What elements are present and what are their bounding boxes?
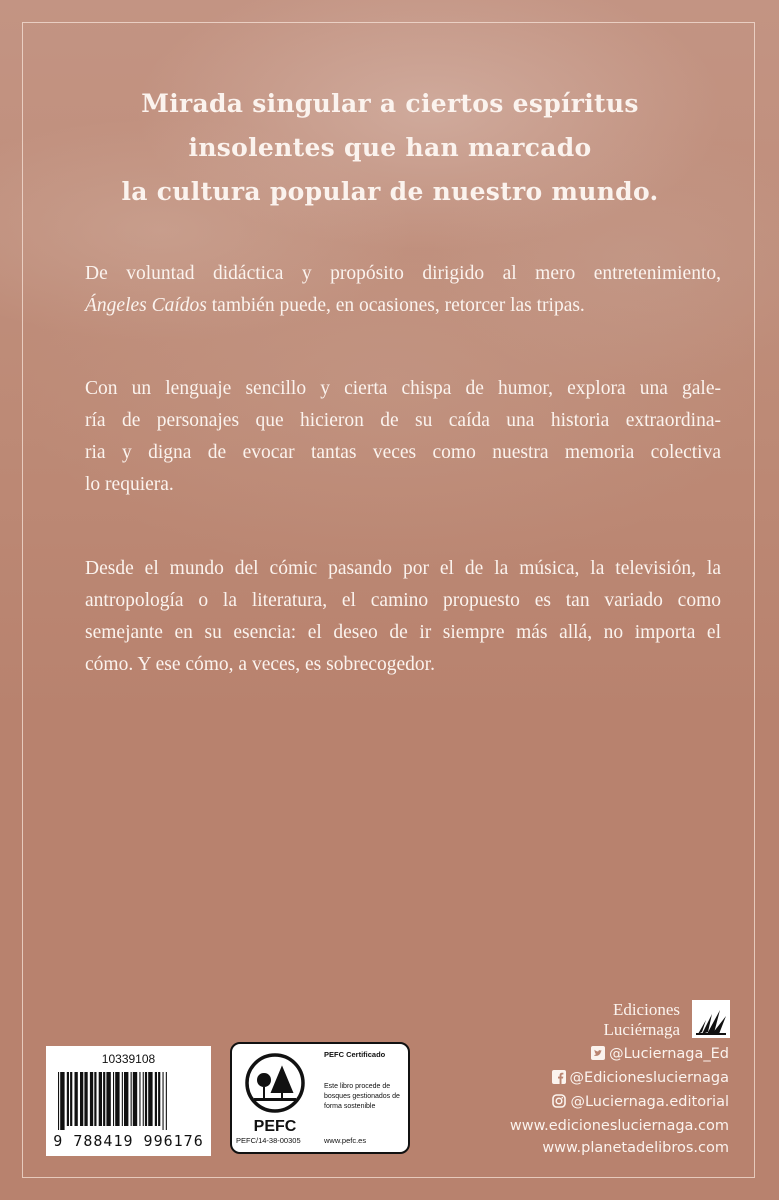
publisher-name xyxy=(604,1000,680,1040)
barcode-bar xyxy=(133,1072,137,1126)
pefc-license-code: PEFC/14-38-00305 xyxy=(236,1136,301,1145)
barcode-icon xyxy=(56,1072,201,1130)
barcode-bar xyxy=(139,1072,140,1126)
website-link[interactable]: www.planetadelibros.com xyxy=(542,1140,729,1156)
publisher-block xyxy=(560,1000,730,1040)
headline-line: Mirada singular a ciertos espíritus xyxy=(141,89,639,118)
internal-code: 10339108 xyxy=(101,1052,156,1066)
pefc-tree-icon xyxy=(244,1052,306,1114)
barcode-bar xyxy=(124,1072,128,1126)
barcode-bar xyxy=(84,1072,87,1126)
paragraph-line: De voluntad didáctica y propósito dirigido al mero entretenimiento, xyxy=(85,263,721,284)
paragraph-line: cómo. Y ese cómo, a veces, es sobrecogedor. xyxy=(85,654,435,675)
barcode-bar xyxy=(131,1072,132,1126)
barcode-bar xyxy=(166,1072,167,1130)
barcode-bar xyxy=(115,1072,119,1126)
barcode-bar xyxy=(94,1072,96,1126)
barcode-bar xyxy=(67,1072,69,1126)
barcode-bar xyxy=(70,1072,72,1126)
headline-line: la cultura popular de nuestro mundo. xyxy=(121,177,659,206)
paragraph-line: ria y digna de evocar tantas veces como nuestra memoria colectiva xyxy=(85,442,721,463)
barcode-bar xyxy=(113,1072,114,1126)
paragraph-line-rest: también puede, en ocasiones, retorcer las tripas. xyxy=(206,295,585,316)
pefc-logo-text: PEFC xyxy=(253,1118,297,1135)
headline xyxy=(60,82,720,214)
book-title-italic: Ángeles Caídos xyxy=(85,295,207,316)
twitter-handle-text: @Luciernaga_Ed xyxy=(609,1046,729,1062)
instagram-handle[interactable] xyxy=(552,1094,729,1110)
barcode-bar xyxy=(163,1072,164,1130)
paragraph-line: lo requiera. xyxy=(85,474,174,495)
facebook-icon xyxy=(552,1070,566,1084)
publisher-name-line: Luciérnaga xyxy=(603,1020,680,1039)
barcode-bar xyxy=(155,1072,157,1126)
barcode-label xyxy=(46,1046,211,1156)
barcode-bar xyxy=(99,1072,102,1126)
barcode-bar xyxy=(158,1072,160,1126)
twitter-handle[interactable] xyxy=(591,1046,729,1062)
barcode-bar xyxy=(58,1072,59,1130)
pefc-url: www.pefc.es xyxy=(324,1136,367,1145)
paragraph-intro xyxy=(85,258,721,322)
barcode-bar xyxy=(60,1072,64,1130)
barcode-bar xyxy=(145,1072,147,1126)
paragraph-line: Con un lenguaje sencillo y cierta chispa de humor, explora una gale- xyxy=(85,378,721,399)
website-link[interactable]: www.edicionesluciernaga.com xyxy=(509,1118,729,1134)
paragraph-line: antropología o la literatura, el camino propuesto es tan variado como xyxy=(85,590,721,611)
firefly-logo-icon xyxy=(692,1000,730,1038)
barcode-bar xyxy=(143,1072,144,1126)
barcode-bar xyxy=(90,1072,93,1126)
paragraph-line: Desde el mundo del cómic pasando por el de la música, la televisión, la xyxy=(85,558,721,579)
instagram-handle-text: @Luciernaga.editorial xyxy=(570,1094,729,1110)
paragraph-line: semejante en su esencia: el deseo de ir siempre más allá, no importa el xyxy=(85,622,721,643)
facebook-handle-text: @Edicionesluciernaga xyxy=(569,1070,729,1086)
barcode-bar xyxy=(148,1072,152,1126)
barcode-bar xyxy=(122,1072,123,1126)
barcode-bar xyxy=(106,1072,110,1126)
headline-line: insolentes que han marcado xyxy=(188,133,592,162)
isbn-number: 9 788419 996176 xyxy=(53,1132,204,1150)
paragraph-description xyxy=(85,373,721,501)
facebook-handle[interactable] xyxy=(552,1070,729,1086)
paragraph-line xyxy=(85,290,721,322)
twitter-icon xyxy=(591,1046,605,1060)
instagram-icon xyxy=(552,1094,566,1108)
pefc-description: Este libro procede de bosques gestionados de forma sostenible xyxy=(324,1083,400,1110)
paragraph-scope xyxy=(85,553,721,681)
paragraph-line: ría de personajes que hicieron de su caída una historia extraordina- xyxy=(85,410,721,431)
barcode-bar xyxy=(103,1072,105,1126)
publisher-name-line: Ediciones xyxy=(612,1000,680,1019)
barcode-bar xyxy=(80,1072,83,1126)
barcode-bar xyxy=(75,1072,78,1126)
pefc-title: PEFC Certificado xyxy=(324,1050,386,1059)
pefc-certification xyxy=(230,1042,410,1154)
